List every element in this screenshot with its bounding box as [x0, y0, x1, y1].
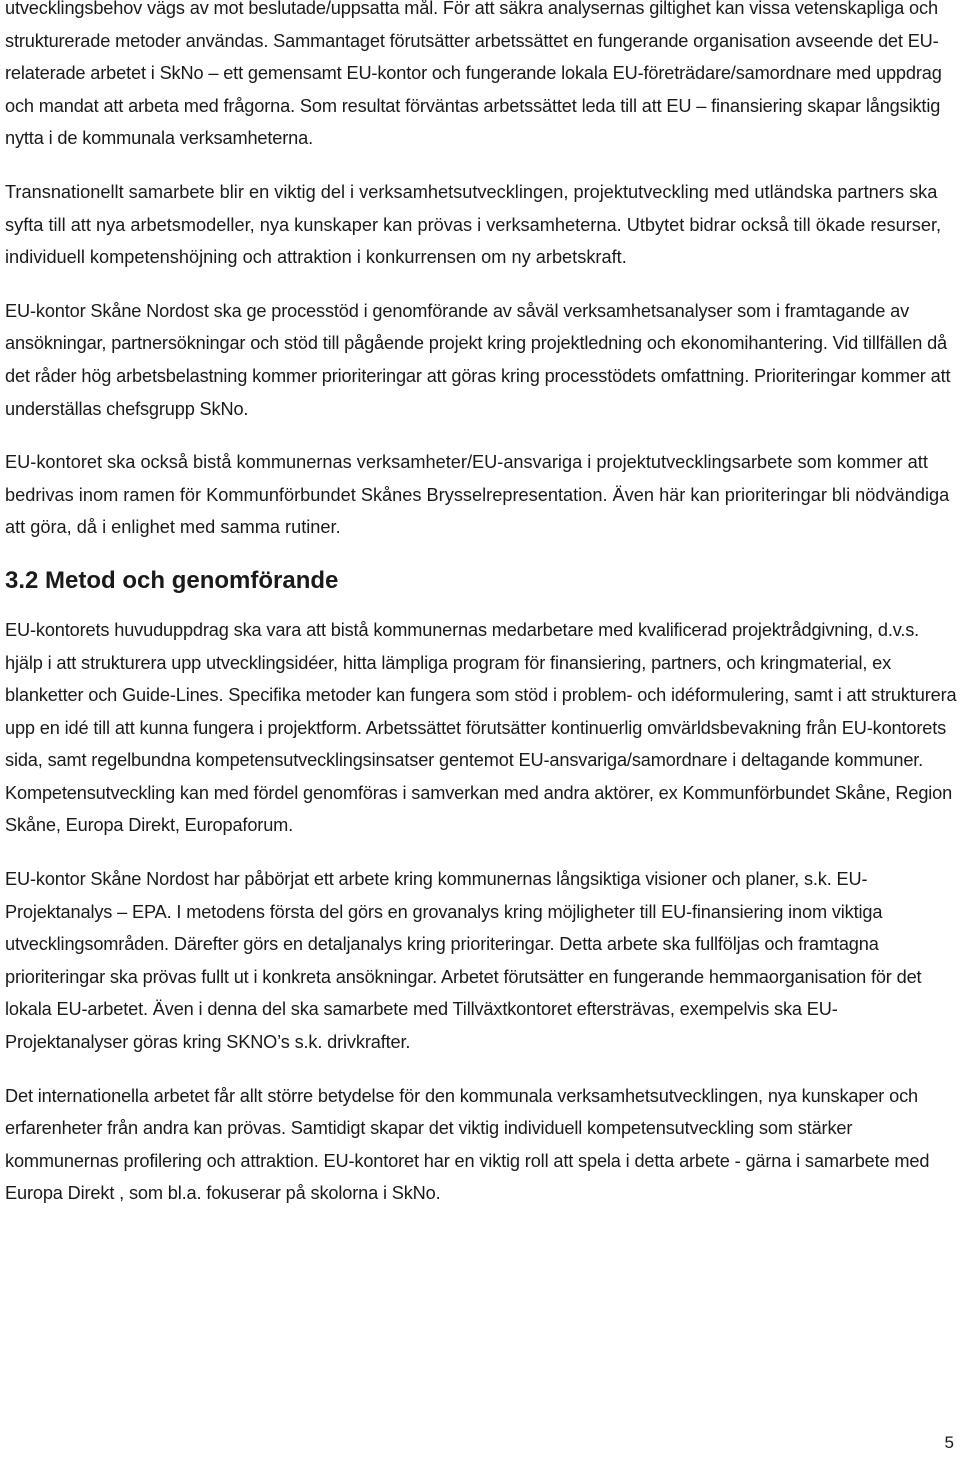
paragraph-transnational: Transnationellt samarbete blir en viktig del i verksamhetsutvecklingen, projektutveckling med utländska partners ska syfta till att nya arbetsmodeller, nya kunskaper kan prövas i verksamheterna. Utbytet bidrar också till ökade resurser, individuell kompetenshöjning och attraktion i konkurrensen om ny arbetskraft. — [5, 181, 942, 268]
page-number: 5 — [944, 1433, 954, 1452]
paragraph-epa: EU-kontor Skåne Nordost har påbörjat ett arbete kring kommunernas långsiktiga visioner och planer, s.k. EU-Projektanalys – EPA. I metodens första del görs en grovanalys kring möjligheter till EU-finansiering inom viktiga utvecklingsområden. Därefter görs en detaljanalys kring prioriteringar. Detta arbete ska fullföljas och framtagna prioriteringar ska prövas fullt ut i konkreta ansökningar. Arbetet förutsätter en fungerande hemmaorganisation för det lokala EU-arbetet. Även i denna del ska samarbete med Tillväxtkontoret eftersträvas, exempelvis ska EU-Projektanalyser göras kring SKNO’s s.k. drivkrafter. — [5, 869, 922, 1053]
paragraph-main-assignment: EU-kontorets huvuduppdrag ska vara att bistå kommunernas medarbetare med kvalificerad projektrådgivning, d.v.s. hjälp i att strukturera upp utvecklingsidéer, hitta lämpliga program för finansiering, partners, och kringmaterial, ex blanketter och Guide-Lines. Specifika metoder kan fungera som stöd i problem- och idéformulering, samt i att strukturera upp en idé till att kunna fungera i projektform. Arbetssättet förutsätter kontinuerlig omvärldsbevakning från EU-kontorets sida, samt regelbundna kompetensutvecklingsinsatser gentemot EU-ansvariga/samordnare i deltagande kommuner. Kompetensutveckling kan med fördel genomföras i samverkan med andra aktörer, ex Kommunförbundet Skåne, Region Skåne, Europa Direkt, Europaforum. — [5, 619, 957, 836]
paragraph-project-development: EU-kontoret ska också bistå kommunernas verksamheter/EU-ansvariga i projektutvecklingsarbete som kommer att bedrivas inom ramen för Kommunförbundet Skånes Brysselrepresentation. Även här kan prioriteringar bli nödvändiga att göra, då i enlighet med samma rutiner. — [5, 452, 950, 538]
section-heading: 3.2 Metod och genomförande — [5, 566, 339, 594]
document-page — [5, 0, 960, 1231]
paragraph-international: Det internationella arbetet får allt större betydelse för den kommunala verksamhetsutvecklingen, nya kunskaper och erfarenheter från andra kan prövas. Samtidigt skapar det viktig individuell kompetensutveckling som stärker kommunernas profilering och attraktion. EU-kontoret har en viktig roll att spela i detta arbete - gärna i samarbete med Europa Direkt , som bl.a. fokuserar på skolorna i SkNo. — [5, 1085, 930, 1204]
paragraph-intro: utvecklingsbehov vägs av mot beslutade/uppsatta mål. För att säkra analysernas giltighet kan vissa vetenskapliga och strukturerade metoder användas. Sammantaget förutsätter arbetssättet en fungerande organisation avseende det EU-relaterade arbetet i SkNo – ett gemensamt EU-kontor och fungerande lokala EU-företrädare/samordnare med uppdrag och mandat att arbeta med frågorna. Som resultat förväntas arbetssättet leda till att EU – finansiering skapar långsiktig nytta i de kommunala verksamheterna. — [5, 0, 942, 149]
paragraph-process-support: EU-kontor Skåne Nordost ska ge processtöd i genomförande av såväl verksamhetsanalyser som i framtagande av ansökningar, partnersökningar och stöd till pågående projekt kring projektledning och ekonomihantering. Vid tillfällen då det råder hög arbetsbelastning kommer prioriteringar att göras kring processtödets omfattning. Prioriteringar kommer att underställas chefsgrupp SkNo. — [5, 300, 951, 419]
